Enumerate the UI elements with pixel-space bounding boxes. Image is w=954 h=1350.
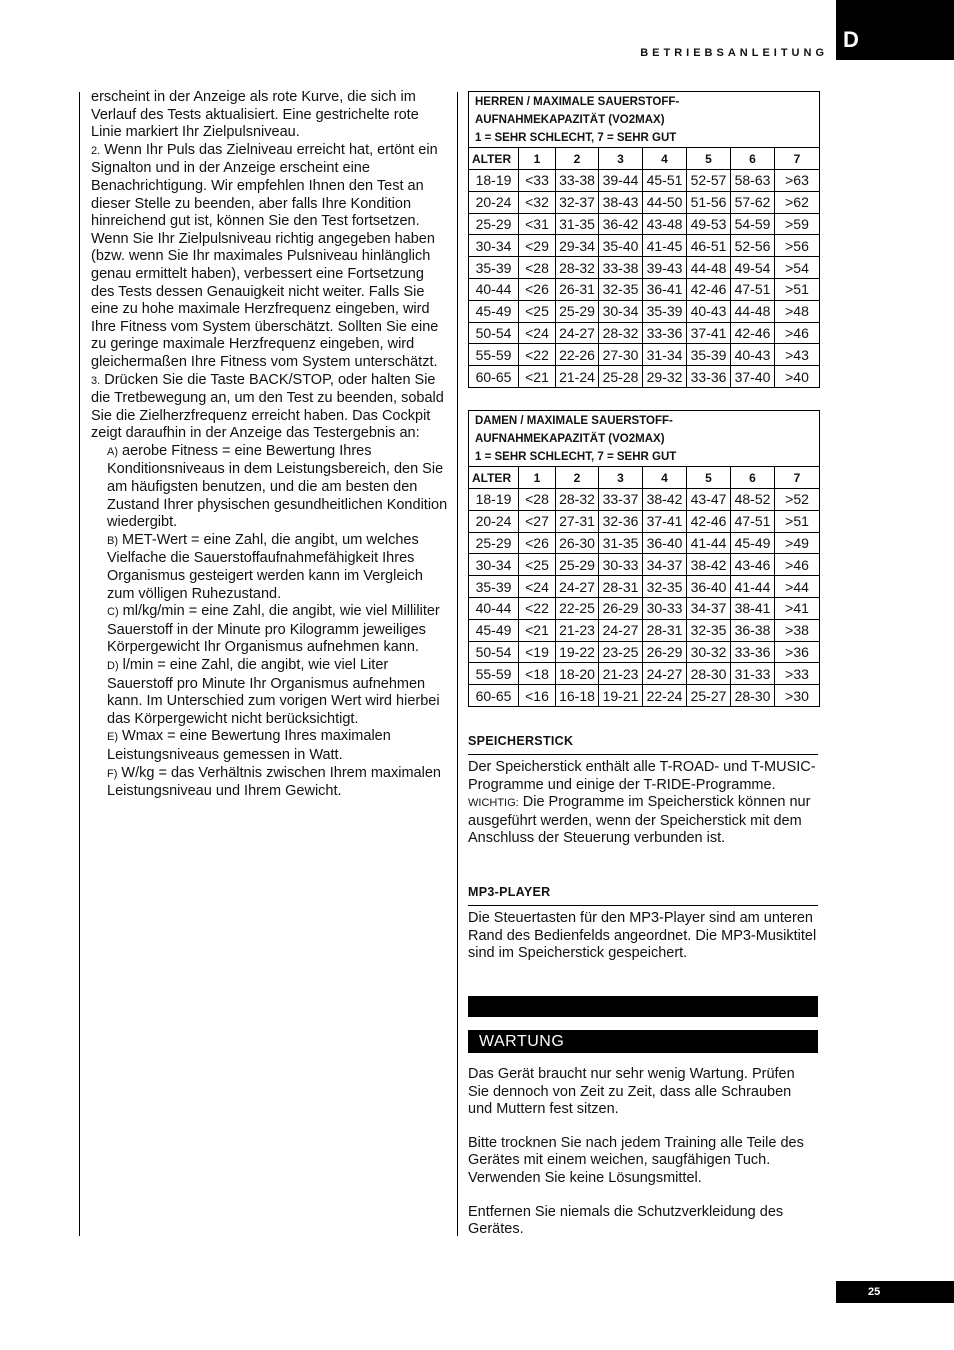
value-cell: 32-35 [599, 278, 643, 300]
value-cell: <31 [519, 213, 556, 235]
value-cell: 45-51 [643, 170, 687, 192]
value-cell: 52-57 [687, 170, 731, 192]
value-cell: 41-44 [731, 576, 775, 598]
sub-item-e [91, 728, 451, 764]
table-row [469, 366, 820, 388]
value-cell: 33-36 [731, 641, 775, 663]
value-cell: 36-40 [687, 576, 731, 598]
value-cell: 28-32 [556, 257, 599, 279]
column-header-rating: 6 [731, 467, 775, 489]
table-body [469, 489, 820, 707]
value-cell: >54 [775, 257, 820, 279]
column-header-rating: 3 [599, 467, 643, 489]
wichtig-label: WICHTIG: [468, 797, 519, 810]
value-cell: 44-48 [731, 300, 775, 322]
value-cell: >33 [775, 663, 820, 685]
value-cell: 33-37 [599, 489, 643, 511]
running-header: BETRIEBSANLEITUNG [640, 47, 828, 59]
value-cell: 33-36 [687, 366, 731, 388]
sub-text: MET-Wert = eine Zahl, die angibt, um welches Vielfache die Sauerstoffaufnahmefähigkeit Ihres Organismus gesteigert werden kann im Vergleich zum völligen Ruhezustand. [107, 531, 423, 602]
column-header-alter: ALTER [469, 148, 519, 170]
value-cell: 45-49 [731, 532, 775, 554]
language-tab-letter: D [843, 27, 859, 52]
value-cell: 38-41 [731, 597, 775, 619]
value-cell: 32-37 [556, 191, 599, 213]
left-column-text [91, 89, 451, 801]
age-cell: 60-65 [469, 366, 519, 388]
section-heading-wartung [468, 1030, 818, 1053]
value-cell: <27 [519, 510, 556, 532]
table-title [469, 92, 820, 148]
value-cell: >46 [775, 554, 820, 576]
value-cell: 24-27 [599, 619, 643, 641]
value-cell: 21-24 [556, 366, 599, 388]
wartung-paragraph-2: Bitte trocknen Sie nach jedem Training alle Teile des Gerätes mit einem weichen, saugfähigen Tuch. Verwenden Sie keine Lösungsmittel. [468, 1134, 804, 1186]
value-cell: 21-23 [599, 663, 643, 685]
table-row [469, 322, 820, 344]
column-header-alter: ALTER [469, 467, 519, 489]
sub-text: l/min = eine Zahl, die angibt, wie viel Liter Sauerstoff pro Minute Ihr Organismus aufnehmen kann. Im Unterschied zum vorigen Wert wird hierbei das Körpergewicht nicht berücksichtigt. [107, 657, 440, 727]
column-header-rating: 5 [687, 467, 731, 489]
table-row [469, 213, 820, 235]
list-item-text: Drücken Sie die Taste BACK/STOP, oder halten Sie die Tretbewegung an, um den Test zu beenden, sobald Sie die Zielherzfrequenz erreicht haben. Das Cockpit zeigt daraufhin in der Anzeige das Testergebnis an: [91, 371, 444, 442]
speicherstick-text-after: Die Programme im Speicherstick können nur ausgeführt werden, wenn der Speicherstick mit dem Anschluss der Steuerung verbunden ist. [468, 794, 811, 847]
value-cell: <22 [519, 344, 556, 366]
wartung-heading-label: WARTUNG [479, 1033, 565, 1050]
value-cell: 43-46 [731, 554, 775, 576]
value-cell: 28-32 [599, 322, 643, 344]
language-tab [836, 0, 954, 60]
table-body [469, 170, 820, 388]
value-cell: 38-42 [643, 489, 687, 511]
table-header-row [469, 467, 820, 489]
value-cell: 24-27 [643, 663, 687, 685]
column-header-rating: 7 [775, 148, 820, 170]
age-cell: 45-49 [469, 300, 519, 322]
value-cell: 36-42 [599, 213, 643, 235]
value-cell: 23-25 [599, 641, 643, 663]
age-cell: 55-59 [469, 663, 519, 685]
value-cell: 37-40 [731, 366, 775, 388]
value-cell: <32 [519, 191, 556, 213]
age-cell: 55-59 [469, 344, 519, 366]
column-header-rating: 1 [519, 467, 556, 489]
table-row [469, 641, 820, 663]
value-cell: 35-40 [599, 235, 643, 257]
value-cell: 27-31 [556, 510, 599, 532]
value-cell: 25-28 [599, 366, 643, 388]
age-cell: 25-29 [469, 532, 519, 554]
value-cell: >62 [775, 191, 820, 213]
list-item-2 [91, 142, 451, 372]
table-row [469, 532, 820, 554]
value-cell: 52-56 [731, 235, 775, 257]
value-cell: 24-27 [556, 322, 599, 344]
value-cell: 16-18 [556, 685, 599, 707]
value-cell: 28-31 [643, 619, 687, 641]
age-cell: 30-34 [469, 554, 519, 576]
table-row [469, 554, 820, 576]
value-cell: 36-40 [643, 532, 687, 554]
list-item-text: Wenn Ihr Puls das Zielniveau erreicht hat, ertönt ein Signalton und in der Anzeige erscheint eine Benachrichtigung. Wir empfehlen Ihnen den Test an dieser Stelle zu beenden, aber falls Ihre Kondition hinreichend gut ist, können Sie den Test fortsetzen. Wenn Sie Ihr Zielpulsniveau richtig angegeben haben (bzw. wenn Sie Ihr maximales Pulsniveau hinlänglich genau ermittelt haben), verbessert eine Fortsetzung des Tests dessen Genauigkeit nicht weiter. Falls Sie eine zu hohe maximale Herzfrequenz eingeben, wird Ihre Fitness vom System überschätzt. Sollten Sie eine zu geringe maximale Herzfrequenz eingeben, wird gleichermaßen Ihre Fitness vom System unterschätzt. [91, 141, 439, 370]
value-cell: >38 [775, 619, 820, 641]
herren-vo2max-table [468, 91, 820, 388]
speicherstick-paragraph [468, 759, 818, 848]
sub-text: ml/kg/min = eine Zahl, die angibt, wie viel Milliliter Sauerstoff in der Minute pro Kilogramm jeweiliges Körpergewicht Ihr Organismus aufnehmen kann. [107, 603, 440, 656]
age-cell: 35-39 [469, 576, 519, 598]
value-cell: 41-44 [687, 532, 731, 554]
wartung-paragraph-1: Das Gerät braucht nur sehr wenig Wartung. Prüfen Sie dennoch von Zeit zu Zeit, dass alle Schrauben und Muttern fest sitzen. [468, 1066, 795, 1118]
value-cell: 26-29 [599, 597, 643, 619]
value-cell: 34-37 [643, 554, 687, 576]
value-cell: 28-30 [731, 685, 775, 707]
sub-letter: E) [107, 731, 118, 744]
table-row [469, 619, 820, 641]
page-number-box [836, 1281, 954, 1303]
value-cell: <25 [519, 554, 556, 576]
value-cell: >30 [775, 685, 820, 707]
sub-item-b [91, 532, 451, 603]
column-header-rating: 2 [556, 467, 599, 489]
value-cell: 43-47 [687, 489, 731, 511]
mp3-text [468, 910, 818, 963]
value-cell: 27-30 [599, 344, 643, 366]
value-cell: 41-45 [643, 235, 687, 257]
sub-text: Wmax = eine Bewertung Ihres maximalen Leistungsniveaus gemessen in Watt. [107, 728, 391, 763]
table-title-line: 1 = SEHR SCHLECHT, 7 = SEHR GUT [475, 451, 677, 463]
table-title-line: HERREN / MAXIMALE SAUERSTOFF- [475, 96, 680, 108]
age-cell: 25-29 [469, 213, 519, 235]
column-header-rating: 7 [775, 467, 820, 489]
table-title-line: 1 = SEHR SCHLECHT, 7 = SEHR GUT [475, 132, 677, 144]
value-cell: 21-23 [556, 619, 599, 641]
list-number: 2. [91, 144, 101, 157]
value-cell: 44-48 [687, 257, 731, 279]
value-cell: <19 [519, 641, 556, 663]
value-cell: 36-41 [643, 278, 687, 300]
mp3-paragraph: Die Steuertasten für den MP3-Player sind am unteren Rand des Bedienfelds angeordnet. Die MP3-Musiktitel sind im Speicherstick gespeichert. [468, 910, 817, 962]
value-cell: 44-50 [643, 191, 687, 213]
value-cell: <21 [519, 366, 556, 388]
value-cell: <28 [519, 257, 556, 279]
value-cell: 32-35 [643, 576, 687, 598]
age-cell: 18-19 [469, 170, 519, 192]
table-row [469, 685, 820, 707]
sub-letter: F) [107, 767, 118, 780]
value-cell: 33-38 [556, 170, 599, 192]
value-cell: >52 [775, 489, 820, 511]
value-cell: <24 [519, 322, 556, 344]
value-cell: 24-27 [556, 576, 599, 598]
column-header-rating: 3 [599, 148, 643, 170]
value-cell: 19-21 [599, 685, 643, 707]
table-title [469, 411, 820, 467]
value-cell: 31-35 [599, 532, 643, 554]
value-cell: >43 [775, 344, 820, 366]
speicherstick-text-before: Der Speicherstick enthält alle T-ROAD- und T-MUSIC-Programme und einige der T-RIDE-Programme. [468, 759, 816, 793]
value-cell: <33 [519, 170, 556, 192]
value-cell: >51 [775, 278, 820, 300]
value-cell: 22-25 [556, 597, 599, 619]
value-cell: 48-52 [731, 489, 775, 511]
page-number: 25 [868, 1286, 881, 1298]
column-header-rating: 4 [643, 148, 687, 170]
value-cell: 26-30 [556, 532, 599, 554]
value-cell: <21 [519, 619, 556, 641]
age-cell: 50-54 [469, 641, 519, 663]
sub-letter: C) [107, 606, 119, 619]
sub-letter: B) [107, 534, 118, 547]
table-row [469, 663, 820, 685]
value-cell: >49 [775, 532, 820, 554]
wartung-paragraph-3: Entfernen Sie niemals die Schutzverkleidung des Gerätes. [468, 1203, 784, 1238]
value-cell: 30-33 [599, 554, 643, 576]
value-cell: >59 [775, 213, 820, 235]
value-cell: 28-30 [687, 663, 731, 685]
value-cell: 28-32 [556, 489, 599, 511]
value-cell: 32-36 [599, 510, 643, 532]
value-cell: <25 [519, 300, 556, 322]
age-cell: 40-44 [469, 278, 519, 300]
value-cell: 19-22 [556, 641, 599, 663]
table-row [469, 257, 820, 279]
value-cell: 40-43 [687, 300, 731, 322]
value-cell: 38-43 [599, 191, 643, 213]
value-cell: 18-20 [556, 663, 599, 685]
table-row [469, 235, 820, 257]
value-cell: 38-42 [687, 554, 731, 576]
sub-text: W/kg = das Verhältnis zwischen Ihrem maximalen Leistungsniveau und Ihrem Gewicht. [107, 764, 441, 800]
table-row [469, 489, 820, 511]
value-cell: >46 [775, 322, 820, 344]
section-heading-speicherstick: SPEICHERSTICK [468, 734, 818, 755]
table-header-row [469, 148, 820, 170]
age-cell: 45-49 [469, 619, 519, 641]
value-cell: 47-51 [731, 278, 775, 300]
table-row [469, 300, 820, 322]
value-cell: 31-35 [556, 213, 599, 235]
value-cell: <24 [519, 576, 556, 598]
list-item-3 [91, 372, 451, 443]
section-heading-mp3-player: MP3-PLAYER [468, 885, 818, 906]
value-cell: 49-54 [731, 257, 775, 279]
left-column-rule [79, 92, 80, 1236]
value-cell: 25-29 [556, 554, 599, 576]
column-header-rating: 2 [556, 148, 599, 170]
age-cell: 40-44 [469, 597, 519, 619]
value-cell: >36 [775, 641, 820, 663]
value-cell: 36-38 [731, 619, 775, 641]
value-cell: >63 [775, 170, 820, 192]
value-cell: 54-59 [731, 213, 775, 235]
value-cell: 37-41 [687, 322, 731, 344]
sub-letter: D) [107, 660, 119, 672]
value-cell: 42-46 [687, 278, 731, 300]
age-cell: 20-24 [469, 510, 519, 532]
value-cell: 30-32 [687, 641, 731, 663]
value-cell: >56 [775, 235, 820, 257]
table-row [469, 278, 820, 300]
age-cell: 60-65 [469, 685, 519, 707]
wartung-text [468, 1066, 818, 1239]
value-cell: 31-34 [643, 344, 687, 366]
table-row [469, 597, 820, 619]
column-header-rating: 5 [687, 148, 731, 170]
column-header-rating: 1 [519, 148, 556, 170]
value-cell: 29-32 [643, 366, 687, 388]
value-cell: 42-46 [731, 322, 775, 344]
table-title-line: DAMEN / MAXIMALE SAUERSTOFF- [475, 415, 673, 427]
age-cell: 30-34 [469, 235, 519, 257]
value-cell: >41 [775, 597, 820, 619]
list-number: 3. [91, 374, 101, 387]
value-cell: 33-38 [599, 257, 643, 279]
value-cell: 40-43 [731, 344, 775, 366]
value-cell: 33-36 [643, 322, 687, 344]
damen-vo2max-table [468, 410, 820, 707]
value-cell: >40 [775, 366, 820, 388]
column-header-rating: 6 [731, 148, 775, 170]
value-cell: <29 [519, 235, 556, 257]
value-cell: 42-46 [687, 510, 731, 532]
value-cell: 31-33 [731, 663, 775, 685]
value-cell: 51-56 [687, 191, 731, 213]
value-cell: 26-31 [556, 278, 599, 300]
value-cell: 57-62 [731, 191, 775, 213]
value-cell: 34-37 [687, 597, 731, 619]
black-separator-bar [468, 996, 818, 1017]
value-cell: 25-29 [556, 300, 599, 322]
table-title-line: AUFNAHMEKAPAZITÄT (VO2MAX) [475, 433, 665, 445]
value-cell: 30-34 [599, 300, 643, 322]
value-cell: <26 [519, 532, 556, 554]
value-cell: 26-29 [643, 641, 687, 663]
table-row [469, 170, 820, 192]
value-cell: 46-51 [687, 235, 731, 257]
sub-item-a [91, 443, 451, 532]
value-cell: 30-33 [643, 597, 687, 619]
value-cell: <22 [519, 597, 556, 619]
table-row [469, 510, 820, 532]
value-cell: >48 [775, 300, 820, 322]
value-cell: <26 [519, 278, 556, 300]
value-cell: 39-44 [599, 170, 643, 192]
value-cell: 47-51 [731, 510, 775, 532]
value-cell: 35-39 [687, 344, 731, 366]
value-cell: <28 [519, 489, 556, 511]
sub-item-c [91, 603, 451, 657]
paragraph-intro: erscheint in der Anzeige als rote Kurve, die sich im Verlauf des Tests aktualisiert. Eine gestrichelte rote Linie markiert Ihr Zielpulsniveau. [91, 89, 419, 141]
value-cell: 35-39 [643, 300, 687, 322]
value-cell: >51 [775, 510, 820, 532]
sub-letter: A) [107, 445, 118, 458]
value-cell: <16 [519, 685, 556, 707]
age-cell: 35-39 [469, 257, 519, 279]
value-cell: 29-34 [556, 235, 599, 257]
value-cell: 22-24 [643, 685, 687, 707]
center-column-rule [457, 92, 458, 1236]
table-title-line: AUFNAHMEKAPAZITÄT (VO2MAX) [475, 114, 665, 126]
column-header-rating: 4 [643, 467, 687, 489]
age-cell: 50-54 [469, 322, 519, 344]
value-cell: 37-41 [643, 510, 687, 532]
value-cell: 49-53 [687, 213, 731, 235]
sub-item-f [91, 765, 451, 801]
value-cell: 28-31 [599, 576, 643, 598]
sub-text: aerobe Fitness = eine Bewertung Ihres Konditionsniveaus in dem Leistungsbereich, den Sie am häufigsten benutzen, und die am besten den Zustand Ihrer physischen gesundheitlichen Kondition wiedergibt. [107, 442, 448, 531]
value-cell: 43-48 [643, 213, 687, 235]
speicherstick-text [468, 759, 818, 848]
value-cell: 32-35 [687, 619, 731, 641]
table-row [469, 576, 820, 598]
age-cell: 20-24 [469, 191, 519, 213]
value-cell: 25-27 [687, 685, 731, 707]
value-cell: 58-63 [731, 170, 775, 192]
value-cell: 22-26 [556, 344, 599, 366]
table-row [469, 344, 820, 366]
value-cell: <18 [519, 663, 556, 685]
value-cell: 39-43 [643, 257, 687, 279]
table-row [469, 191, 820, 213]
sub-item-d [91, 657, 451, 728]
age-cell: 18-19 [469, 489, 519, 511]
value-cell: >44 [775, 576, 820, 598]
